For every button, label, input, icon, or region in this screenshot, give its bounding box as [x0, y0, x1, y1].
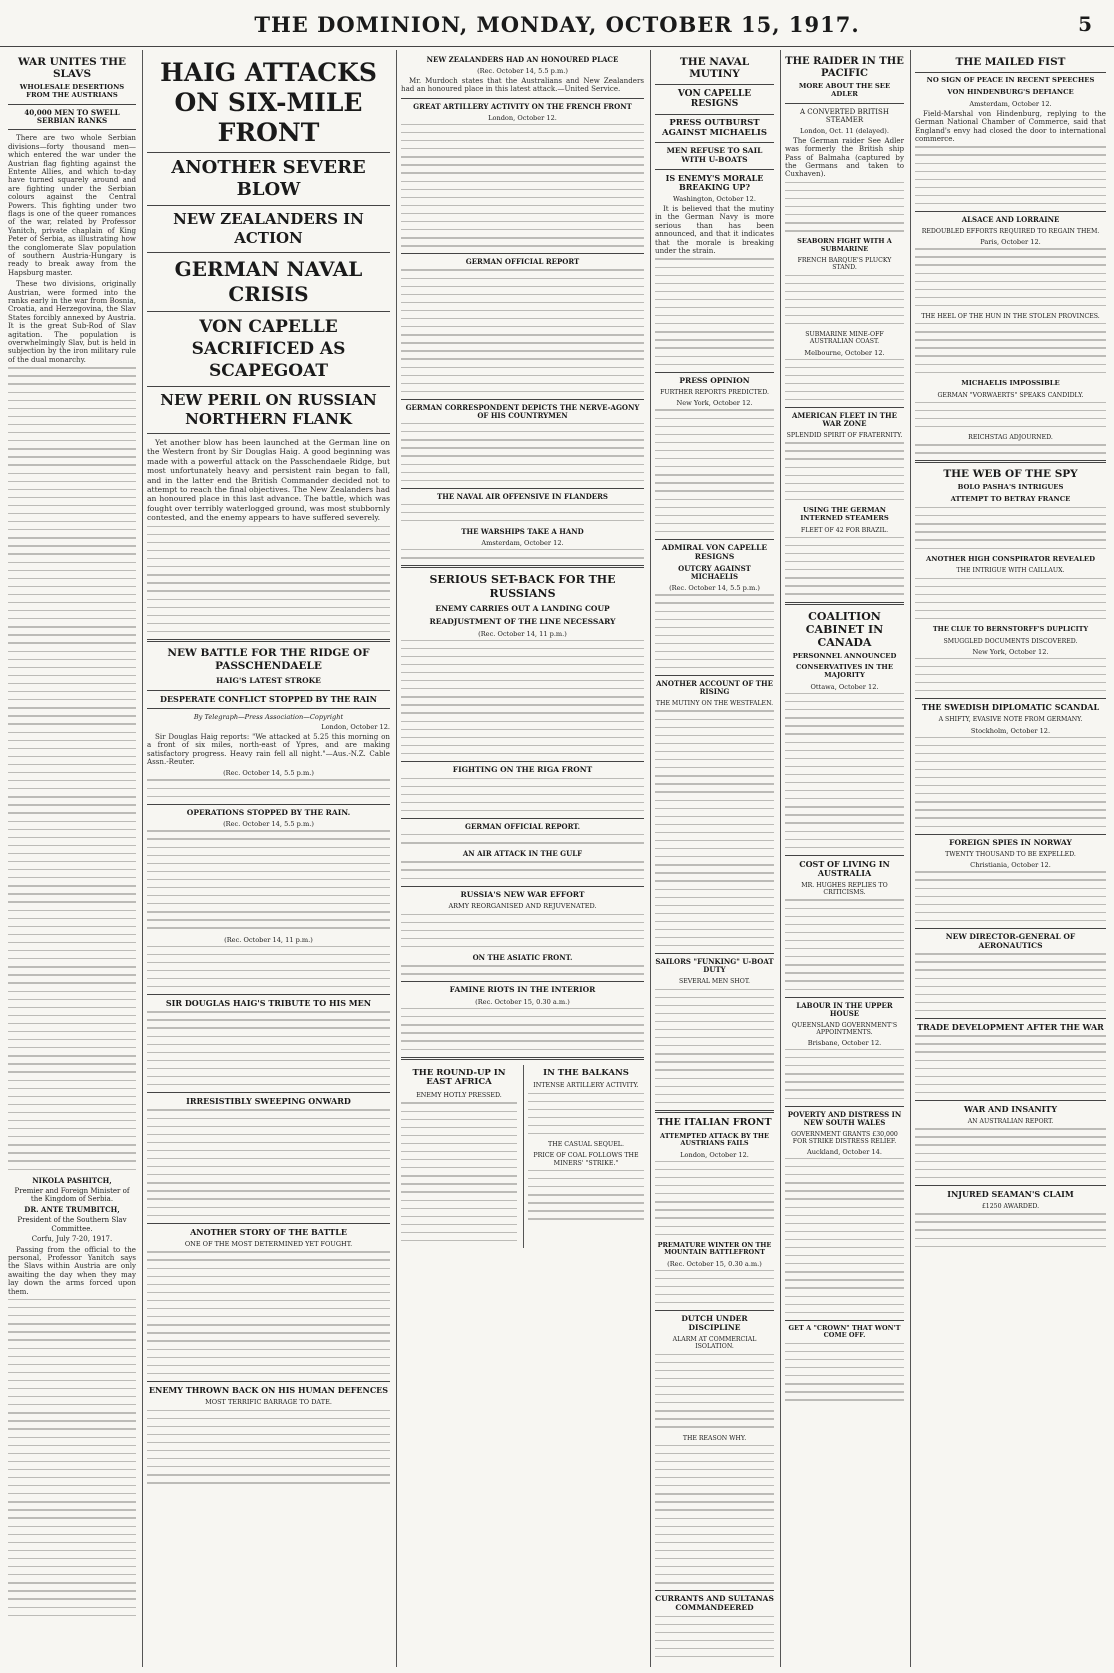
headline: NEW ZEALANDERS HAD AN HONOURED PLACE	[426, 55, 619, 64]
subheadline: A CONVERTED BRITISH STEAMER	[800, 107, 889, 124]
divider	[915, 1018, 1106, 1019]
text-block	[915, 248, 1106, 306]
balkans-article	[523, 1065, 644, 1248]
divider	[147, 804, 390, 805]
column-2	[142, 50, 394, 1667]
headline: SERIOUS SET-BACK FOR THE RUSSIANS	[429, 573, 616, 601]
credit-line: By Telegraph—Press Association—Copyright	[193, 712, 344, 721]
divider	[655, 142, 774, 143]
subheadline: SEABORN FIGHT WITH A SUBMARINE	[797, 237, 892, 253]
divider	[915, 72, 1106, 73]
divider	[785, 997, 904, 998]
dateline: London, October 12.	[321, 722, 390, 731]
divider	[401, 886, 644, 887]
subheadline: THE REASON WHY.	[682, 1434, 747, 1442]
text-block	[401, 1008, 644, 1050]
divider	[655, 1310, 774, 1311]
subheadline: THE HEEL OF THE HUN IN THE STOLEN PROVINCES.	[921, 312, 1100, 320]
subheadline: GERMAN "VORWAERTS" SPEAKS CANDIDLY.	[937, 391, 1084, 399]
text-block	[785, 1343, 904, 1401]
subheadline: POVERTY AND DISTRESS IN NEW SOUTH WALES	[787, 1109, 902, 1127]
text-block	[915, 871, 1106, 921]
subheadline: FURTHER REPORTS PREDICTED.	[660, 389, 769, 397]
text-block	[785, 899, 904, 989]
text-block	[655, 1445, 774, 1584]
divider	[785, 1106, 904, 1107]
subheadline: VON HINDENBURG'S DEFIANCE	[947, 87, 1074, 96]
text-block	[655, 594, 774, 668]
headline: NEW PERIL ON RUSSIAN NORTHERN FLANK	[160, 391, 377, 428]
dateline: Corfu, July 7-20, 1917.	[31, 1235, 113, 1244]
dateline: Auckland, October 14.	[807, 1147, 882, 1156]
dateline: New York, October 12.	[972, 647, 1049, 656]
subheadline: IS ENEMY'S MORALE BREAKING UP?	[665, 172, 764, 192]
subheadline: SUBMARINE MINE-OFF AUSTRALIAN COAST.	[805, 331, 884, 346]
divider	[785, 407, 904, 408]
subheadline: SMUGGLED DOCUMENTS DISCOVERED.	[943, 637, 1078, 645]
subheadline: HAIG'S LATEST STROKE	[216, 675, 321, 685]
subheadline: BOLO PASHA'S INTRIGUES	[957, 483, 1064, 492]
divider	[401, 488, 644, 489]
dateline: Ottawa, October 12.	[810, 682, 879, 691]
divider	[655, 675, 774, 676]
divider	[655, 169, 774, 170]
subheadline: SEVERAL MEN SHOT.	[678, 978, 751, 986]
subheadline: REDOUBLED EFFORTS REQUIRED TO REGAIN THEM.	[921, 228, 1100, 236]
subheadline: ALARM AT COMMERCIAL ISOLATION.	[672, 1336, 757, 1351]
headline: GERMAN OFFICIAL REPORT	[465, 257, 580, 267]
column-1	[4, 50, 140, 1667]
text-block	[147, 1011, 390, 1085]
subheadline: PRICE OF COAL FOLLOWS THE MINERS' "STRIKE."	[533, 1152, 639, 1167]
divider	[785, 855, 904, 856]
subheadline: MORE ABOUT THE SEE ADLER	[798, 82, 891, 98]
text-block	[147, 1410, 390, 1484]
divider	[147, 1381, 390, 1382]
subheadline: TWENTY THOUSAND TO BE EXPELLED.	[945, 851, 1076, 859]
dateline: Brisbane, October 12.	[807, 1038, 882, 1047]
text-block	[401, 834, 644, 843]
text-block	[785, 1158, 904, 1313]
subheadline: TRADE DEVELOPMENT AFTER THE WAR	[917, 1022, 1104, 1033]
newspaper-title: THE DOMINION, MONDAY, OCTOBER 15, 1917.	[254, 12, 860, 37]
dateline: London, October 12.	[488, 113, 557, 122]
column-5	[780, 50, 908, 1667]
divider	[401, 981, 644, 982]
divider	[147, 152, 390, 153]
subheadline: ADMIRAL VON CAPELLE RESIGNS	[661, 542, 768, 561]
headline: NEW ZEALANDERS IN ACTION	[173, 210, 364, 247]
text-block	[785, 693, 904, 848]
text-block	[401, 778, 644, 812]
text-block	[785, 537, 904, 595]
subheadline: FRENCH BARQUE'S PLUCKY STAND.	[797, 257, 892, 272]
headline: GERMAN OFFICIAL REPORT.	[464, 822, 581, 832]
text-block	[147, 946, 390, 988]
dateline: (Rec. October 14, 5.5 p.m.)	[223, 820, 314, 829]
signature: NIKOLA PASHITCH,	[32, 1175, 112, 1185]
text-block	[915, 1035, 1106, 1093]
subheadline: INTENSE ARTILLERY ACTIVITY.	[533, 1082, 639, 1090]
text-block	[915, 402, 1106, 428]
divider	[655, 372, 774, 373]
subheadline: THE CLUE TO BERNSTORFF'S DUPLICITY	[932, 625, 1089, 634]
divider	[915, 1100, 1106, 1101]
divider	[401, 1057, 644, 1060]
divider	[785, 1320, 904, 1321]
subheadline: AMERICAN FLEET IN THE WAR ZONE	[792, 411, 897, 429]
subheadline: CURRANTS AND SULTANAS COMMANDEERED	[655, 1594, 774, 1612]
headline: PRESS OUTBURST AGAINST MICHAELIS	[662, 117, 767, 138]
subheadline: ENEMY THROWN BACK ON HIS HUMAN DEFENCES	[148, 1384, 389, 1395]
article-paragraph: It is believed that the mutiny in the German Navy is more serious than has been announced, and that it indicates that the morale is breaking under the strain.	[655, 203, 774, 255]
article-paragraph: These two divisions, originally Austrian, were formed into the ranks early in the war from Bosnia, Croatia, and Herzegovina, the Slav States forcibly annexed by Austria. It is the great Sub-Rod of Slav agitation. The population is overwhelmingly Slav, but is held in subjection by the iron military rule of the dual monarchy.	[8, 279, 136, 364]
text-block	[147, 526, 390, 633]
dateline: (Rec. October 15, 0.30 a.m.)	[475, 998, 570, 1007]
subheadline: REICHSTAG ADJOURNED.	[968, 434, 1053, 442]
text-block	[785, 182, 904, 232]
divider	[147, 639, 390, 642]
divider	[147, 708, 390, 709]
text-block	[401, 640, 644, 755]
headline: FIGHTING ON THE RIGA FRONT	[452, 765, 593, 775]
headline: COALITION CABINET IN CANADA	[805, 609, 884, 649]
divider	[147, 205, 390, 206]
subheadline: QUEENSLAND GOVERNMENT'S APPOINTMENTS.	[791, 1021, 898, 1036]
subheadline: PERSONNEL ANNOUNCED	[792, 651, 897, 660]
text-block	[655, 989, 774, 1104]
subheadline: FOREIGN SPIES IN NORWAY	[949, 837, 1072, 847]
headline: THE WEB OF THE SPY	[943, 468, 1078, 481]
text-block	[785, 442, 904, 500]
divider	[655, 539, 774, 540]
divider	[8, 129, 136, 130]
headline: THE ROUND-UP IN EAST AFRICA	[412, 1067, 506, 1088]
subheadline: A SHIFTY, EVASIVE NOTE FROM GERMANY.	[938, 716, 1083, 724]
headline: THE MAILED FIST	[955, 56, 1066, 68]
divider	[655, 1110, 774, 1113]
headline: THE ITALIAN FRONT	[657, 1116, 772, 1128]
subheadline: AN AUSTRALIAN REPORT.	[967, 1118, 1054, 1126]
text-block	[655, 1354, 774, 1428]
text-block	[655, 710, 774, 946]
divider	[655, 84, 774, 85]
text-block	[401, 965, 644, 974]
dateline: Paris, October 12.	[980, 238, 1041, 247]
column-6	[910, 50, 1110, 1667]
headline: THE RAIDER IN THE PACIFIC	[785, 56, 904, 79]
text-block	[785, 275, 904, 325]
headline: NEW BATTLE FOR THE RIDGE OF PASSCHENDAELE	[167, 646, 370, 672]
subheadline: DUTCH UNDER DISCIPLINE	[681, 1314, 748, 1332]
text-block	[915, 953, 1106, 1011]
text-block	[915, 578, 1106, 620]
text-block	[785, 1049, 904, 1099]
text-block	[147, 830, 390, 928]
dateline: (Rec. October 14, 5.5 p.m.)	[477, 67, 568, 76]
signature-title: Premier and Foreign Minister of the Kingdom of Serbia.	[14, 1187, 130, 1204]
subheadline: COST OF LIVING IN AUSTRALIA	[799, 858, 890, 879]
article-paragraph: Sir Douglas Haig reports: "We attacked at 5.25 this morning on a front of six miles, north-east of Ypres, and are making satisfactory progress. Heavy rain fell all night."—Aus.-N.Z. Cable Assn.-Reuter.	[147, 731, 390, 766]
text-block	[655, 1616, 774, 1658]
subheadline: THE INTRIGUE WITH CAILLAUX.	[956, 567, 1065, 575]
subheadline: PREMATURE WINTER ON THE MOUNTAIN BATTLEFRONT	[657, 1240, 772, 1257]
divider	[147, 994, 390, 995]
dateline: (Rec. October 14, 5.5 p.m.)	[223, 769, 314, 778]
divider	[655, 114, 774, 115]
subheadline: USING THE GERMAN INTERNED STEAMERS	[800, 506, 889, 522]
bottom-split	[401, 1065, 644, 1248]
subheadline: MR. HUGHES REPLIES TO CRITICISMS.	[801, 882, 888, 897]
text-block	[655, 1270, 774, 1304]
dateline: (Rec. October 14, 5.5 p.m.)	[669, 584, 760, 593]
dateline: (Rec. October 14, 11 p.m.)	[224, 935, 313, 944]
text-block	[915, 1213, 1106, 1247]
column-4	[650, 50, 778, 1667]
subheadline: NO SIGN OF PEACE IN RECENT SPEECHES	[926, 76, 1095, 85]
divider	[915, 1185, 1106, 1186]
article-paragraph: The German raider See Adler was formerly the British ship Pass of Balmaha (captured by the Germans and taken to Cuxhaven).	[785, 135, 904, 179]
divider	[147, 690, 390, 691]
subheadline: LABOUR IN THE UPPER HOUSE	[796, 1000, 893, 1018]
subheadline: MICHAELIS IMPOSSIBLE	[961, 378, 1060, 387]
text-block	[915, 737, 1106, 827]
dateline: Melbourne, October 12.	[804, 348, 885, 357]
article-paragraph: Passing from the official to the personal, Professor Yanitch says the Slavs within Austria are only awaiting the day when they may lay down the arms forced upon them.	[8, 1244, 136, 1296]
text-block	[915, 507, 1106, 549]
subheadline: SAILORS "FUNKING" U-BOAT DUTY	[655, 957, 774, 975]
subheadline: ATTEMPT TO BETRAY FRANCE	[950, 495, 1071, 504]
subheadline: READJUSTMENT OF THE LINE NECESSARY	[429, 616, 616, 626]
headline: GERMAN NAVAL CRISIS	[174, 257, 363, 306]
divider	[8, 104, 136, 105]
headline: THE NAVAL MUTINY	[679, 56, 750, 81]
subheadline: OUTCRY AGAINST MICHAELIS	[678, 564, 751, 582]
headline: FAMINE RIOTS IN THE INTERIOR	[449, 985, 596, 995]
column-3	[396, 50, 648, 1667]
subheadline: MEN REFUSE TO SAIL WITH U-BOATS	[666, 146, 763, 164]
text-block	[8, 367, 136, 1170]
text-block	[401, 1102, 517, 1241]
dateline: London, October 12.	[680, 1150, 749, 1159]
subheadline: THE MUTINY ON THE WESTFALEN.	[655, 700, 774, 708]
lead-paragraph: Yet another blow has been launched at the German line on the Western front by Sir Douglas Haig. A good beginning was made with a powerful attack on the Passchendaele Ridge, but most unfortunately heavy and persistent rain began to fall, and in the latter end the British Commander decided not to attempt to reach the final objectives. The New Zealanders had an honoured place in this last advance. The battle, which was fought over terribly waterlogged ground, was most stubbornly contested, and the enemy appears to have suffered severely.	[147, 438, 390, 523]
article-paragraph: There are two whole Serbian divisions—forty thousand men—which entered the war under the Austrian flag fighting against the Entente Allies, and which to-day have turned squarely around and are fighting under the Serbian colours against the Central Powers. This fighting under two flags is one of the queer romances of the war, related by Professor Yanitch, private chaplain of King Peter of Serbia, as illustrating how the conglomerate Slav population of southern Austria-Hungary is ready to break away from the Hapsburg master.	[8, 133, 136, 277]
subheadline: FLEET OF 42 FOR BRAZIL.	[800, 526, 889, 534]
subheadline: GOVERNMENT GRANTS £30,000 FOR STRIKE DISTRESS RELIEF.	[791, 1130, 898, 1145]
divider	[655, 1590, 774, 1591]
dateline: New York, October 12.	[676, 399, 753, 408]
text-block	[401, 861, 644, 878]
article-paragraph: Field-Marshal von Hindenburg, replying to the German National Chamber of Commerce, said that England's envy had closed the door to international commerce.	[915, 108, 1106, 143]
page-number: 5	[1078, 12, 1092, 36]
dateline: Amsterdam, October 12.	[969, 99, 1052, 108]
divider	[915, 460, 1106, 463]
subheadline: MOST TERRIFIC BARRAGE TO DATE.	[205, 1398, 332, 1407]
subheadline: IRRESISTIBLY SWEEPING ONWARD	[186, 1096, 351, 1107]
divider	[401, 98, 644, 99]
divider	[147, 1092, 390, 1093]
subheadline: WHOLESALE DESERTIONS FROM THE AUSTRIANS	[19, 83, 125, 99]
subheadline: THE CASUAL SEQUEL.	[548, 1141, 624, 1149]
text-block	[785, 359, 904, 401]
text-block	[915, 146, 1106, 204]
subheadline: ONE OF THE MOST DETERMINED YET FOUGHT.	[184, 1239, 353, 1248]
subheadline: ANOTHER ACCOUNT OF THE RISING	[656, 679, 773, 697]
headline: VON CAPELLE RESIGNS	[677, 89, 752, 110]
signature-title: President of the Southern Slav Committee.	[17, 1216, 127, 1233]
text-block	[655, 258, 774, 365]
headline: THE WARSHIPS TAKE A HAND	[461, 527, 584, 537]
main-headline: HAIG ATTACKS ON SIX-MILE FRONT	[160, 58, 377, 147]
subheadline: THE SWEDISH DIPLOMATIC SCANDAL	[921, 702, 1100, 713]
masthead	[0, 0, 1114, 47]
subheadline: ARMY REORGANISED AND REJUVENATED.	[448, 902, 597, 911]
headline: THE NAVAL AIR OFFENSIVE IN FLANDERS	[437, 491, 608, 501]
subheadline: ENEMY HOTLY PRESSED.	[416, 1092, 502, 1100]
text-block	[147, 1109, 390, 1216]
subheadline: CONSERVATIVES IN THE MAJORITY	[795, 663, 894, 680]
dateline: Christiania, October 12.	[970, 861, 1051, 870]
divider	[147, 1223, 390, 1224]
text-block	[401, 914, 644, 948]
headline: AN AIR ATTACK IN THE GULF	[462, 849, 583, 859]
text-block	[147, 779, 390, 796]
divider	[915, 928, 1106, 929]
dateline: Amsterdam, October 12.	[481, 539, 564, 548]
divider	[147, 386, 390, 387]
text-block	[655, 409, 774, 532]
divider	[401, 253, 644, 254]
subheadline: WAR AND INSANITY	[963, 1103, 1058, 1114]
signature: DR. ANTE TRUMBITCH,	[24, 1204, 120, 1214]
subheadline: ANOTHER HIGH CONSPIRATOR REVEALED	[926, 554, 1095, 563]
headline: RUSSIA'S NEW WAR EFFORT	[460, 889, 585, 899]
divider	[785, 103, 904, 104]
subheadline: DESPERATE CONFLICT STOPPED BY THE RAIN	[160, 693, 377, 704]
divider	[915, 834, 1106, 835]
dateline: Washington, October 12.	[673, 194, 756, 203]
divider	[147, 311, 390, 312]
text-block	[655, 1161, 774, 1235]
text-block	[915, 658, 1106, 692]
text-block	[401, 124, 644, 247]
divider	[401, 818, 644, 819]
text-block	[528, 1170, 644, 1220]
divider	[655, 953, 774, 954]
text-block	[401, 423, 644, 481]
text-block	[147, 1251, 390, 1374]
headline: WAR UNITES THE SLAVS	[17, 56, 127, 81]
text-block	[8, 1299, 136, 1616]
subheadline: SIR DOUGLAS HAIG'S TRIBUTE TO HIS MEN	[165, 998, 372, 1009]
headline: VON CAPELLE SACRIFICED AS SCAPEGOAT	[191, 317, 346, 381]
divider	[915, 698, 1106, 699]
east-africa-article	[401, 1065, 517, 1248]
subheadline: £1250 AWARDED.	[981, 1203, 1040, 1211]
subheadline: OPERATIONS STOPPED BY THE RAIN.	[186, 807, 351, 817]
article-paragraph: Mr. Murdoch states that the Australians and New Zealanders had an honoured place in this latest attack.—United Service.	[401, 76, 644, 94]
dateline: London, Oct. 11 (delayed).	[800, 126, 889, 135]
subheadline: GET A "CROWN" THAT WON'T COME OFF.	[788, 1323, 901, 1340]
dateline: Stockholm, October 12.	[970, 726, 1051, 735]
subheadline: SPLENDID SPIRIT OF FRATERNITY.	[786, 432, 903, 440]
subheadline: NEW DIRECTOR-GENERAL OF AERONAUTICS	[945, 932, 1076, 950]
dateline: (Rec. October 15, 0.30 a.m.)	[667, 1259, 762, 1268]
text-block	[528, 1093, 644, 1135]
divider	[915, 211, 1106, 212]
divider	[401, 565, 644, 568]
subheadline: PRESS OPINION	[679, 375, 750, 385]
divider	[401, 761, 644, 762]
subheadline: ENEMY CARRIES OUT A LANDING COUP	[435, 604, 610, 614]
subheadline: ALSACE AND LORRAINE	[961, 215, 1060, 225]
headline: GREAT ARTILLERY ACTIVITY ON THE FRENCH FRONT	[413, 101, 632, 111]
text-block	[401, 269, 644, 392]
subheadline: ANOTHER STORY OF THE BATTLE	[190, 1226, 347, 1237]
text-block	[401, 549, 644, 558]
subheadline: INJURED SEAMAN'S CLAIM	[947, 1188, 1074, 1199]
subheadline: 40,000 MEN TO SWELL SERBIAN RANKS	[24, 107, 120, 126]
divider	[147, 252, 390, 253]
headline: ON THE ASIATIC FRONT.	[472, 953, 573, 963]
headline: IN THE BALKANS	[543, 1067, 629, 1078]
divider	[147, 433, 390, 434]
divider	[401, 399, 644, 400]
headline: ANOTHER SEVERE BLOW	[171, 157, 366, 200]
subheadline: ATTEMPTED ATTACK BY THE AUSTRIANS FAILS	[660, 1131, 769, 1148]
text-block	[401, 504, 644, 521]
text-block	[915, 444, 1106, 453]
headline: GERMAN CORRESPONDENT DEPICTS THE NERVE-AGONY OF HIS COUNTRYMEN	[405, 402, 640, 420]
text-block	[915, 323, 1106, 373]
text-block	[915, 1128, 1106, 1178]
divider	[785, 602, 904, 605]
dateline: (Rec. October 14, 11 p.m.)	[478, 629, 567, 638]
